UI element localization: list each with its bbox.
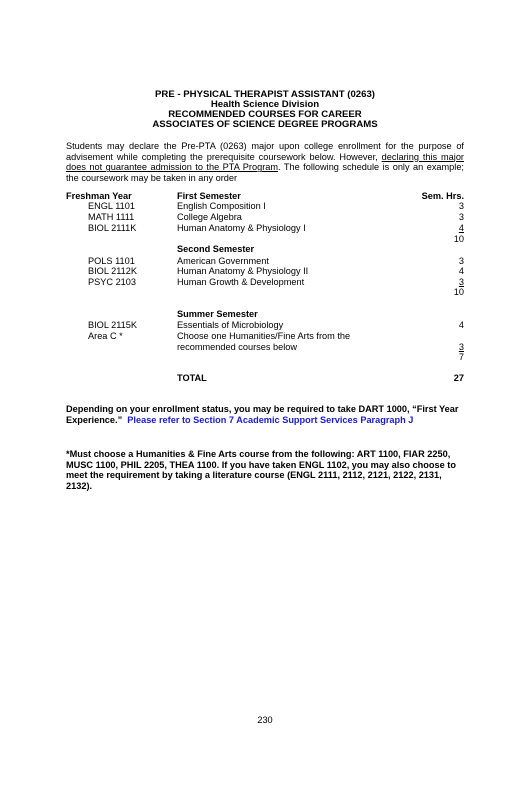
course-code: PSYC 2103 [88,277,137,287]
course-hours: 3 [458,256,464,266]
heading-degree: ASSOCIATES OF SCIENCE DEGREE PROGRAMS [152,119,378,130]
intro-text-1: Students may declare the Pre-PTA (0263) major upon college enrollment for the purpose of advisement while completing the prerequisite coursework below. However, [66,141,464,162]
course-title-continued: recommended courses below [177,342,298,352]
page-number: 230 [257,715,273,725]
total-value: 27 [453,373,464,383]
course-hours: 4 [458,223,464,233]
course-hours: 3 [458,212,464,222]
program-title: PRE - PHYSICAL THERAPIST ASSISTANT (0263) [155,89,375,100]
total-label: TOTAL [177,373,207,383]
division-name: Health Science Division [210,99,320,110]
first-semester-heading: First Semester [177,191,241,201]
semester-total: 10 [453,234,464,244]
course-title: Human Anatomy & Physiology I [177,223,306,233]
course-code: ENGL 1101 [88,201,135,211]
course-title: College Algebra [177,212,242,222]
course-code: BIOL 2112K [88,266,138,276]
intro-underlined-text: declaring this major does not guarantee admission to the PTA Program [66,151,464,173]
course-hours: 3 [458,277,464,287]
notice-text: Depending on your enrollment status, you may be required to take DART 1000, “First Year Experience.” [66,404,459,425]
course-hours: 3 [458,342,464,352]
course-code: MATH 1111 [88,212,135,222]
course-hours: 4 [458,266,464,276]
course-title: Human Growth & Development [177,277,305,287]
enrollment-notice [66,404,464,425]
humanities-footnote: *Must choose a Humanities & Fine Arts course from the following: ART 1100, FIAR 2250, MUSC 1100, PHIL 2205, THEA 1100. If you have taken ENGL 1102, you may also choose to meet the requirement by taking a literature course (ENGL 2111, 2112, 2121, 2122, 2131, 2132). [66,449,456,491]
summer-semester-heading: Summer Semester [177,309,258,319]
hours-label: Sem. Hrs. [421,191,464,201]
course-code: BIOL 2111K [88,223,137,233]
heading-recommended: RECOMMENDED COURSES FOR CAREER [168,109,362,120]
second-semester-heading: Second Semester [177,244,255,254]
course-hours: 3 [458,201,464,211]
intro-paragraph [66,141,464,183]
course-title: English Composition I [177,201,266,211]
course-code: POLS 1101 [88,256,135,266]
year-label: Freshman Year [66,191,132,201]
section-reference: Please refer to Section 7 Academic Support Services Paragraph J [127,414,414,425]
course-code: Area C * [88,331,123,341]
course-title: Essentials of Microbiology [177,320,284,330]
course-code: BIOL 2115K [88,320,138,330]
course-title: Human Anatomy & Physiology II [177,266,309,276]
semester-total: 7 [458,352,464,362]
intro-text-2: . The following schedule is only an example; the coursework may be taken in any order [66,162,464,183]
semester-total: 10 [453,287,464,297]
course-title: Choose one Humanities/Fine Arts from the [177,331,351,341]
course-title: American Government [177,256,269,266]
course-hours: 4 [458,320,464,330]
